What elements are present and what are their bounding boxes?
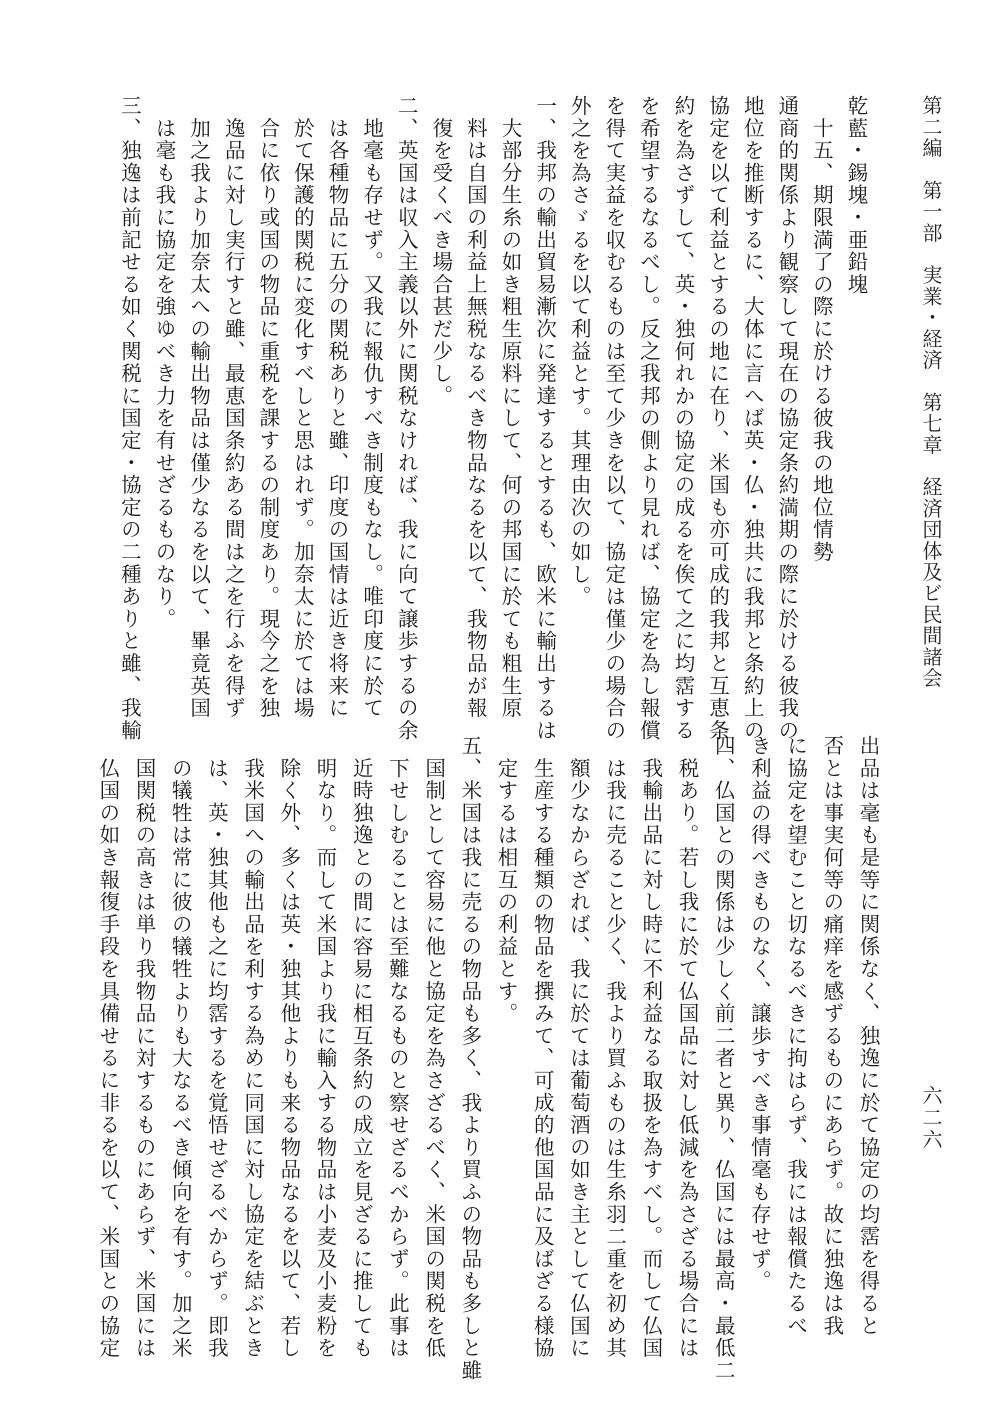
text-column: 税あり。若し我に於て仏国品に対し低減を為さざる場合には — [675, 735, 699, 1360]
text-column: の犠牲は常に彼の犠牲よりも大なるべき傾向を有す。加之米 — [168, 735, 193, 1360]
text-column: 五、米国は我に売るの物品も多く、我より買ふの物品も多しと雖 — [457, 735, 482, 1382]
text-column: 地毫も存せず。又我に報仇すべき制度もなし。唯印度に於て — [359, 95, 384, 720]
text-column: 国制として容易に他と協定を為さざるべく、米国の関税を低 — [421, 735, 446, 1360]
text-column: き利益の得べきものなく、譲歩すべき事情毫も存せず。 — [747, 735, 772, 1293]
text-column: は各種物品に五分の関税ありと雖、印度の国情は近き将来に — [325, 95, 349, 720]
text-column: 額少なからざれば、我に於ては葡萄酒の如き主として仏国に — [566, 735, 591, 1360]
text-column: 四、仏国との関係は少しく前二者と異り、仏国には最高・最低二 — [711, 735, 736, 1382]
text-column: 否とは事実何等の痛痒を感ずるものにあらず。故に独逸は我 — [819, 735, 844, 1338]
text-column: 合に依り或国の物品に重税を課するの制度あり。現今之を独 — [255, 95, 280, 720]
text-column: 約を為さずして、英・独何れかの協定の成るを俟て之に均霑する — [671, 95, 695, 742]
text-column: 生産する種類の物品を撰みて、可成的他国品に及ばざる様協 — [530, 735, 555, 1360]
text-column: 外之を為さゞるを以て利益とす。其理由次の如し。 — [567, 95, 592, 608]
text-column: 三、独逸は前記せる如く関税に国定・協定の二種ありと雖、我輸 — [117, 95, 142, 742]
text-column: 通商的関係より観察して現在の協定条約満期の際に於ける彼我の — [774, 95, 799, 742]
text-column: を希望するなるべし。反之我邦の側より見れば、協定を為し報償 — [636, 95, 661, 742]
text-column: 明なり。而して米国より我に輸入する物品は小麦及小麦粉を — [313, 735, 337, 1360]
text-column: 我輸出品に対し時に不利益なる取扱を為すべし。而して仏国 — [638, 735, 663, 1360]
text-column: 下せしむることは至難なるものと察せざるべからず。此事は — [385, 735, 410, 1360]
text-column: 二、英国は収入主義以外に関税なければ、我に向て譲歩するの余 — [394, 95, 419, 742]
text-column: 近時独逸との間に容易に相互条約の成立を見ざるに推しても — [349, 735, 374, 1360]
text-column: 於て保護的関税に変化すべしと思はれず。加奈太に於ては場 — [290, 95, 315, 720]
text-column: は毫も我に協定を強ゆべき力を有せざるものなり。 — [152, 95, 176, 631]
text-column: 料は自国の利益上無税なるべき物品なるを以て、我物品が報 — [463, 95, 488, 720]
text-column: 一、我邦の輸出貿易漸次に発達するとするも、欧米に輸出するは — [532, 95, 557, 742]
text-column: 逸品に対し実行すと雖、最恵国条約ある間は之を行ふを得ず — [221, 95, 246, 720]
text-column: 我米国への輸出品を利する為めに同国に対し協定を結ぶとき — [240, 735, 265, 1360]
text-column: 復を受くべき場合甚だ少し。 — [428, 95, 453, 408]
text-column: 大部分生糸の如き粗生原料にして、何の邦国に於ても粗生原 — [498, 95, 522, 720]
text-column: は、英・独其他も之に均霑するを覚悟せざるべからず。即我 — [204, 735, 229, 1360]
text-column: 協定を以て利益とするの地に在り、米国も亦可成的我邦と互恵条 — [705, 95, 730, 742]
text-column: に協定を望むこと切なるべきに拘はらず、我には報償たるべ — [783, 735, 808, 1338]
text-column: 十五、期限満了の際に於ける彼我の地位情勢 — [809, 95, 834, 564]
text-column: 国関税の高きは単り我物品に対するものにあらず、米国には — [132, 735, 156, 1360]
text-column: 定するは相互の利益とす。 — [494, 735, 518, 1025]
text-column: 地位を推断するに、大体に言へば英・仏・独共に我邦と条約上の — [740, 95, 765, 742]
text-column: 乾藍・錫塊・亜鉛塊 — [844, 95, 868, 296]
text-column: 除く外、多くは英・独其他よりも来る物品なるを以て、若し — [276, 735, 301, 1360]
page-number: 六二六 — [919, 1085, 943, 1151]
text-column: 仏国の如き報復手段を具備せるに非るを以て、米国との協定 — [95, 735, 120, 1360]
text-column: 出品は毫も是等に関係なく、独逸に於て協定の均霑を得ると — [856, 735, 880, 1338]
running-head: 第二編 第一部 実業・経済 第七章 経済団体及ビ民間諸会 — [919, 95, 943, 689]
text-column: 加之我より加奈太への輸出物品は僅少なるを以て、畢竟英国 — [186, 95, 211, 720]
text-column: は我に売ること少く、我より買ふものは生糸羽二重を初め其 — [602, 735, 627, 1360]
text-column: を得て実益を収むるものは至て少きを以て、協定は僅少の場合の — [601, 95, 626, 742]
